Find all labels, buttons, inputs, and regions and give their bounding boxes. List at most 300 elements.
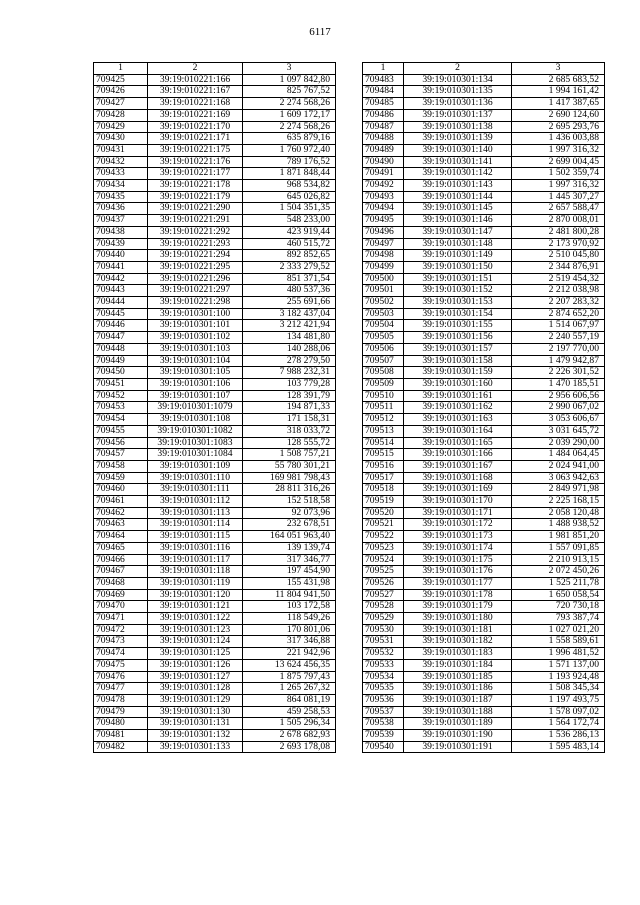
cadastral-number: 39:19:010301:132 xyxy=(148,730,243,742)
table-row xyxy=(94,507,336,519)
table-row xyxy=(94,624,336,636)
table-row xyxy=(363,613,605,625)
cadastral-value: 1 557 091,85 xyxy=(512,542,605,554)
cadastral-number: 39:19:010301:137 xyxy=(404,109,512,121)
cadastral-value: 864 081,19 xyxy=(243,694,336,706)
cadastral-number: 39:19:010301:167 xyxy=(404,460,512,472)
cadastral-value: 2 210 913,15 xyxy=(512,554,605,566)
record-number: 709521 xyxy=(363,519,404,531)
table-row xyxy=(94,168,336,180)
cadastral-value: 2 274 568,26 xyxy=(243,121,336,133)
cadastral-number: 39:19:010301:179 xyxy=(404,601,512,613)
record-number: 709453 xyxy=(94,402,148,414)
table-row xyxy=(94,250,336,262)
cadastral-number: 39:19:010301:157 xyxy=(404,343,512,355)
cadastral-value: 164 051 963,40 xyxy=(243,531,336,543)
table-row xyxy=(363,168,605,180)
cadastral-value: 2 510 045,80 xyxy=(512,250,605,262)
record-number: 709426 xyxy=(94,86,148,98)
table-row xyxy=(94,297,336,309)
record-number: 709504 xyxy=(363,320,404,332)
cadastral-number: 39:19:010301:1082 xyxy=(148,425,243,437)
record-number: 709495 xyxy=(363,215,404,227)
cadastral-value: 118 549,26 xyxy=(243,613,336,625)
cadastral-value: 1 436 003,88 xyxy=(512,133,605,145)
cadastral-value: 1 996 481,52 xyxy=(512,648,605,660)
table-row xyxy=(363,98,605,110)
record-number: 709448 xyxy=(94,343,148,355)
cadastral-number: 39:19:010301:131 xyxy=(148,718,243,730)
cadastral-value: 1 997 316,32 xyxy=(512,180,605,192)
record-number: 709459 xyxy=(94,472,148,484)
cadastral-number: 39:19:010301:116 xyxy=(148,542,243,554)
table-row xyxy=(363,297,605,309)
cadastral-number: 39:19:010301:149 xyxy=(404,250,512,262)
cadastral-value: 1 760 972,40 xyxy=(243,144,336,156)
table-row xyxy=(94,636,336,648)
record-number: 709468 xyxy=(94,577,148,589)
cadastral-number: 39:19:010301:122 xyxy=(148,613,243,625)
cadastral-number: 39:19:010301:151 xyxy=(404,273,512,285)
cadastral-number: 39:19:010301:191 xyxy=(404,741,512,753)
cadastral-number: 39:19:010301:154 xyxy=(404,308,512,320)
table-row xyxy=(94,648,336,660)
cadastral-value: 140 288,06 xyxy=(243,343,336,355)
record-number: 709538 xyxy=(363,718,404,730)
cadastral-number: 39:19:010221:168 xyxy=(148,98,243,110)
record-number: 709447 xyxy=(94,332,148,344)
table-row xyxy=(363,285,605,297)
cadastral-number: 39:19:010221:179 xyxy=(148,191,243,203)
cadastral-number: 39:19:010301:156 xyxy=(404,332,512,344)
cadastral-number: 39:19:010301:125 xyxy=(148,648,243,660)
record-number: 709444 xyxy=(94,297,148,309)
table-row xyxy=(363,109,605,121)
record-number: 709507 xyxy=(363,355,404,367)
record-number: 709460 xyxy=(94,484,148,496)
table-row xyxy=(94,601,336,613)
cadastral-number: 39:19:010301:106 xyxy=(148,378,243,390)
table-header-row xyxy=(363,63,605,75)
record-number: 709458 xyxy=(94,460,148,472)
cadastral-value: 2 678 682,93 xyxy=(243,730,336,742)
left-table xyxy=(93,62,336,753)
cadastral-value: 892 852,65 xyxy=(243,250,336,262)
record-number: 709510 xyxy=(363,390,404,402)
cadastral-number: 39:19:010301:160 xyxy=(404,378,512,390)
cadastral-number: 39:19:010301:129 xyxy=(148,694,243,706)
cadastral-value: 128 391,79 xyxy=(243,390,336,402)
table-row xyxy=(363,601,605,613)
table-row xyxy=(363,554,605,566)
record-number: 709456 xyxy=(94,437,148,449)
table-row xyxy=(94,133,336,145)
table-row xyxy=(94,472,336,484)
cadastral-number: 39:19:010301:182 xyxy=(404,636,512,648)
table-row xyxy=(94,437,336,449)
cadastral-number: 39:19:010301:138 xyxy=(404,121,512,133)
cadastral-number: 39:19:010221:294 xyxy=(148,250,243,262)
cadastral-value: 1 564 172,74 xyxy=(512,718,605,730)
table-row xyxy=(94,261,336,273)
cadastral-value: 1 097 842,80 xyxy=(243,74,336,86)
cadastral-value: 134 481,80 xyxy=(243,332,336,344)
record-number: 709512 xyxy=(363,414,404,426)
table-row xyxy=(363,156,605,168)
table-row xyxy=(363,332,605,344)
cadastral-number: 39:19:010221:170 xyxy=(148,121,243,133)
table-row xyxy=(363,86,605,98)
table-row xyxy=(363,683,605,695)
cadastral-number: 39:19:010301:121 xyxy=(148,601,243,613)
cadastral-value: 1 508 757,21 xyxy=(243,449,336,461)
table-row xyxy=(363,577,605,589)
table-row xyxy=(363,343,605,355)
record-number: 709522 xyxy=(363,531,404,543)
record-number: 709487 xyxy=(363,121,404,133)
record-number: 709534 xyxy=(363,671,404,683)
cadastral-number: 39:19:010301:134 xyxy=(404,74,512,86)
cadastral-value: 221 942,96 xyxy=(243,648,336,660)
table-row xyxy=(94,589,336,601)
cadastral-number: 39:19:010301:143 xyxy=(404,180,512,192)
cadastral-value: 2 874 652,20 xyxy=(512,308,605,320)
record-number: 709501 xyxy=(363,285,404,297)
record-number: 709429 xyxy=(94,121,148,133)
record-number: 709457 xyxy=(94,449,148,461)
cadastral-value: 789 176,52 xyxy=(243,156,336,168)
record-number: 709494 xyxy=(363,203,404,215)
cadastral-value: 968 534,82 xyxy=(243,180,336,192)
cadastral-number: 39:19:010301:186 xyxy=(404,683,512,695)
cadastral-number: 39:19:010301:1079 xyxy=(148,402,243,414)
record-number: 709532 xyxy=(363,648,404,660)
cadastral-number: 39:19:010301:174 xyxy=(404,542,512,554)
record-number: 709463 xyxy=(94,519,148,531)
cadastral-number: 39:19:010221:178 xyxy=(148,180,243,192)
table-row xyxy=(363,121,605,133)
cadastral-value: 317 346,88 xyxy=(243,636,336,648)
cadastral-number: 39:19:010301:175 xyxy=(404,554,512,566)
table-row xyxy=(94,156,336,168)
table-row xyxy=(94,332,336,344)
table-row xyxy=(363,320,605,332)
cadastral-number: 39:19:010301:127 xyxy=(148,671,243,683)
record-number: 709528 xyxy=(363,601,404,613)
record-number: 709480 xyxy=(94,718,148,730)
cadastral-value: 55 780 301,21 xyxy=(243,460,336,472)
record-number: 709464 xyxy=(94,531,148,543)
cadastral-value: 1 445 307,27 xyxy=(512,191,605,203)
record-number: 709486 xyxy=(363,109,404,121)
cadastral-number: 39:19:010301:135 xyxy=(404,86,512,98)
record-number: 709465 xyxy=(94,542,148,554)
record-number: 709438 xyxy=(94,226,148,238)
cadastral-number: 39:19:010301:142 xyxy=(404,168,512,180)
table-row xyxy=(363,367,605,379)
cadastral-number: 39:19:010301:110 xyxy=(148,472,243,484)
cadastral-number: 39:19:010301:113 xyxy=(148,507,243,519)
cadastral-value: 3 212 421,94 xyxy=(243,320,336,332)
column-header-1: 1 xyxy=(363,63,404,75)
cadastral-value: 3 182 437,04 xyxy=(243,308,336,320)
cadastral-number: 39:19:010221:295 xyxy=(148,261,243,273)
table-row xyxy=(363,706,605,718)
table-row xyxy=(94,343,336,355)
table-row xyxy=(363,226,605,238)
table-row xyxy=(363,215,605,227)
table-row xyxy=(94,226,336,238)
cadastral-value: 1 505 296,34 xyxy=(243,718,336,730)
cadastral-value: 2 344 876,91 xyxy=(512,261,605,273)
record-number: 709452 xyxy=(94,390,148,402)
record-number: 709514 xyxy=(363,437,404,449)
cadastral-value: 318 033,72 xyxy=(243,425,336,437)
table-row xyxy=(94,460,336,472)
cadastral-number: 39:19:010301:147 xyxy=(404,226,512,238)
cadastral-value: 1 871 848,44 xyxy=(243,168,336,180)
cadastral-value: 2 024 941,00 xyxy=(512,460,605,472)
record-number: 709454 xyxy=(94,414,148,426)
cadastral-value: 1 514 067,97 xyxy=(512,320,605,332)
record-number: 709500 xyxy=(363,273,404,285)
right-table xyxy=(362,62,605,753)
cadastral-number: 39:19:010301:140 xyxy=(404,144,512,156)
table-row xyxy=(363,741,605,753)
column-header-3: 3 xyxy=(512,63,605,75)
table-row xyxy=(94,215,336,227)
record-number: 709461 xyxy=(94,496,148,508)
record-number: 709428 xyxy=(94,109,148,121)
table-row xyxy=(363,659,605,671)
cadastral-value: 197 454,90 xyxy=(243,566,336,578)
cadastral-number: 39:19:010301:126 xyxy=(148,659,243,671)
cadastral-value: 480 537,36 xyxy=(243,285,336,297)
cadastral-number: 39:19:010301:152 xyxy=(404,285,512,297)
cadastral-number: 39:19:010301:166 xyxy=(404,449,512,461)
cadastral-value: 1 571 137,00 xyxy=(512,659,605,671)
cadastral-number: 39:19:010301:150 xyxy=(404,261,512,273)
record-number: 709531 xyxy=(363,636,404,648)
cadastral-number: 39:19:010221:176 xyxy=(148,156,243,168)
cadastral-number: 39:19:010301:188 xyxy=(404,706,512,718)
table-row xyxy=(94,741,336,753)
cadastral-number: 39:19:010301:105 xyxy=(148,367,243,379)
cadastral-number: 39:19:010301:178 xyxy=(404,589,512,601)
record-number: 709537 xyxy=(363,706,404,718)
table-row xyxy=(363,636,605,648)
cadastral-value: 1 994 161,42 xyxy=(512,86,605,98)
cadastral-value: 317 346,77 xyxy=(243,554,336,566)
cadastral-value: 1 609 172,17 xyxy=(243,109,336,121)
table-row xyxy=(94,390,336,402)
table-row xyxy=(363,180,605,192)
record-number: 709432 xyxy=(94,156,148,168)
cadastral-number: 39:19:010301:159 xyxy=(404,367,512,379)
cadastral-number: 39:19:010301:190 xyxy=(404,730,512,742)
cadastral-value: 103 172,58 xyxy=(243,601,336,613)
record-number: 709511 xyxy=(363,402,404,414)
cadastral-number: 39:19:010301:187 xyxy=(404,694,512,706)
record-number: 709524 xyxy=(363,554,404,566)
record-number: 709535 xyxy=(363,683,404,695)
cadastral-value: 2 849 971,98 xyxy=(512,484,605,496)
cadastral-number: 39:19:010301:145 xyxy=(404,203,512,215)
cadastral-number: 39:19:010221:175 xyxy=(148,144,243,156)
cadastral-value: 1 508 345,34 xyxy=(512,683,605,695)
record-number: 709443 xyxy=(94,285,148,297)
record-number: 709449 xyxy=(94,355,148,367)
cadastral-value: 2 240 557,19 xyxy=(512,332,605,344)
record-number: 709484 xyxy=(363,86,404,98)
cadastral-number: 39:19:010301:164 xyxy=(404,425,512,437)
cadastral-value: 1 650 058,54 xyxy=(512,589,605,601)
cadastral-value: 2 657 588,47 xyxy=(512,203,605,215)
cadastral-number: 39:19:010301:104 xyxy=(148,355,243,367)
record-number: 709505 xyxy=(363,332,404,344)
record-number: 709435 xyxy=(94,191,148,203)
record-number: 709476 xyxy=(94,671,148,683)
record-number: 709470 xyxy=(94,601,148,613)
table-row xyxy=(363,203,605,215)
cadastral-value: 139 139,74 xyxy=(243,542,336,554)
record-number: 709515 xyxy=(363,449,404,461)
table-row xyxy=(363,250,605,262)
cadastral-number: 39:19:010221:167 xyxy=(148,86,243,98)
cadastral-number: 39:19:010301:185 xyxy=(404,671,512,683)
cadastral-value: 2 072 450,26 xyxy=(512,566,605,578)
record-number: 709498 xyxy=(363,250,404,262)
cadastral-number: 39:19:010301:111 xyxy=(148,484,243,496)
record-number: 709540 xyxy=(363,741,404,753)
record-number: 709502 xyxy=(363,297,404,309)
record-number: 709439 xyxy=(94,238,148,250)
cadastral-number: 39:19:010301:1084 xyxy=(148,449,243,461)
table-row xyxy=(363,496,605,508)
cadastral-number: 39:19:010301:189 xyxy=(404,718,512,730)
cadastral-number: 39:19:010301:107 xyxy=(148,390,243,402)
table-row xyxy=(363,238,605,250)
table-row xyxy=(94,98,336,110)
table-row xyxy=(363,566,605,578)
cadastral-number: 39:19:010301:133 xyxy=(148,741,243,753)
cadastral-value: 1 484 064,45 xyxy=(512,449,605,461)
record-number: 709440 xyxy=(94,250,148,262)
record-number: 709529 xyxy=(363,613,404,625)
table-row xyxy=(94,414,336,426)
cadastral-value: 92 073,96 xyxy=(243,507,336,519)
cadastral-value: 1 981 851,20 xyxy=(512,531,605,543)
cadastral-value: 459 258,53 xyxy=(243,706,336,718)
table-row xyxy=(94,285,336,297)
table-row xyxy=(94,144,336,156)
cadastral-number: 39:19:010221:292 xyxy=(148,226,243,238)
cadastral-number: 39:19:010301:115 xyxy=(148,531,243,543)
table-row xyxy=(363,74,605,86)
table-row xyxy=(363,449,605,461)
table-row xyxy=(363,589,605,601)
table-row xyxy=(363,694,605,706)
cadastral-number: 39:19:010301:124 xyxy=(148,636,243,648)
cadastral-number: 39:19:010301:101 xyxy=(148,320,243,332)
cadastral-number: 39:19:010301:153 xyxy=(404,297,512,309)
cadastral-value: 28 811 316,26 xyxy=(243,484,336,496)
cadastral-number: 39:19:010301:141 xyxy=(404,156,512,168)
cadastral-value: 1 193 924,48 xyxy=(512,671,605,683)
cadastral-value: 793 387,74 xyxy=(512,613,605,625)
record-number: 709462 xyxy=(94,507,148,519)
cadastral-value: 7 988 232,31 xyxy=(243,367,336,379)
table-row xyxy=(94,449,336,461)
cadastral-value: 1 578 097,02 xyxy=(512,706,605,718)
cadastral-number: 39:19:010221:293 xyxy=(148,238,243,250)
record-number: 709520 xyxy=(363,507,404,519)
table-row xyxy=(94,659,336,671)
cadastral-number: 39:19:010301:183 xyxy=(404,648,512,660)
cadastral-value: 1 875 797,43 xyxy=(243,671,336,683)
record-number: 709491 xyxy=(363,168,404,180)
record-number: 709497 xyxy=(363,238,404,250)
cadastral-number: 39:19:010221:169 xyxy=(148,109,243,121)
cadastral-value: 2 693 178,08 xyxy=(243,741,336,753)
cadastral-value: 635 879,16 xyxy=(243,133,336,145)
cadastral-number: 39:19:010221:296 xyxy=(148,273,243,285)
record-number: 709533 xyxy=(363,659,404,671)
record-number: 709451 xyxy=(94,378,148,390)
cadastral-number: 39:19:010301:155 xyxy=(404,320,512,332)
table-row xyxy=(94,613,336,625)
cadastral-number: 39:19:010301:112 xyxy=(148,496,243,508)
table-row xyxy=(94,566,336,578)
cadastral-number: 39:19:010301:100 xyxy=(148,308,243,320)
record-number: 709506 xyxy=(363,343,404,355)
table-row xyxy=(363,519,605,531)
record-number: 709427 xyxy=(94,98,148,110)
cadastral-number: 39:19:010301:184 xyxy=(404,659,512,671)
record-number: 709518 xyxy=(363,484,404,496)
record-number: 709433 xyxy=(94,168,148,180)
cadastral-value: 1 417 387,65 xyxy=(512,98,605,110)
record-number: 709466 xyxy=(94,554,148,566)
cadastral-value: 720 730,18 xyxy=(512,601,605,613)
record-number: 709481 xyxy=(94,730,148,742)
cadastral-number: 39:19:010301:177 xyxy=(404,577,512,589)
table-row xyxy=(363,144,605,156)
cadastral-value: 3 053 606,67 xyxy=(512,414,605,426)
cadastral-value: 2 699 004,45 xyxy=(512,156,605,168)
record-number: 709489 xyxy=(363,144,404,156)
table-row xyxy=(363,308,605,320)
record-number: 709513 xyxy=(363,425,404,437)
cadastral-number: 39:19:010301:172 xyxy=(404,519,512,531)
cadastral-value: 1 525 211,78 xyxy=(512,577,605,589)
record-number: 709437 xyxy=(94,215,148,227)
table-row xyxy=(363,484,605,496)
record-number: 709478 xyxy=(94,694,148,706)
cadastral-number: 39:19:010301:163 xyxy=(404,414,512,426)
table-row xyxy=(94,554,336,566)
table-row xyxy=(94,706,336,718)
table-row xyxy=(363,542,605,554)
table-row xyxy=(94,121,336,133)
cadastral-value: 3 031 645,72 xyxy=(512,425,605,437)
record-number: 709523 xyxy=(363,542,404,554)
cadastral-number: 39:19:010301:169 xyxy=(404,484,512,496)
record-number: 709496 xyxy=(363,226,404,238)
cadastral-number: 39:19:010301:161 xyxy=(404,390,512,402)
record-number: 709516 xyxy=(363,460,404,472)
record-number: 709472 xyxy=(94,624,148,636)
